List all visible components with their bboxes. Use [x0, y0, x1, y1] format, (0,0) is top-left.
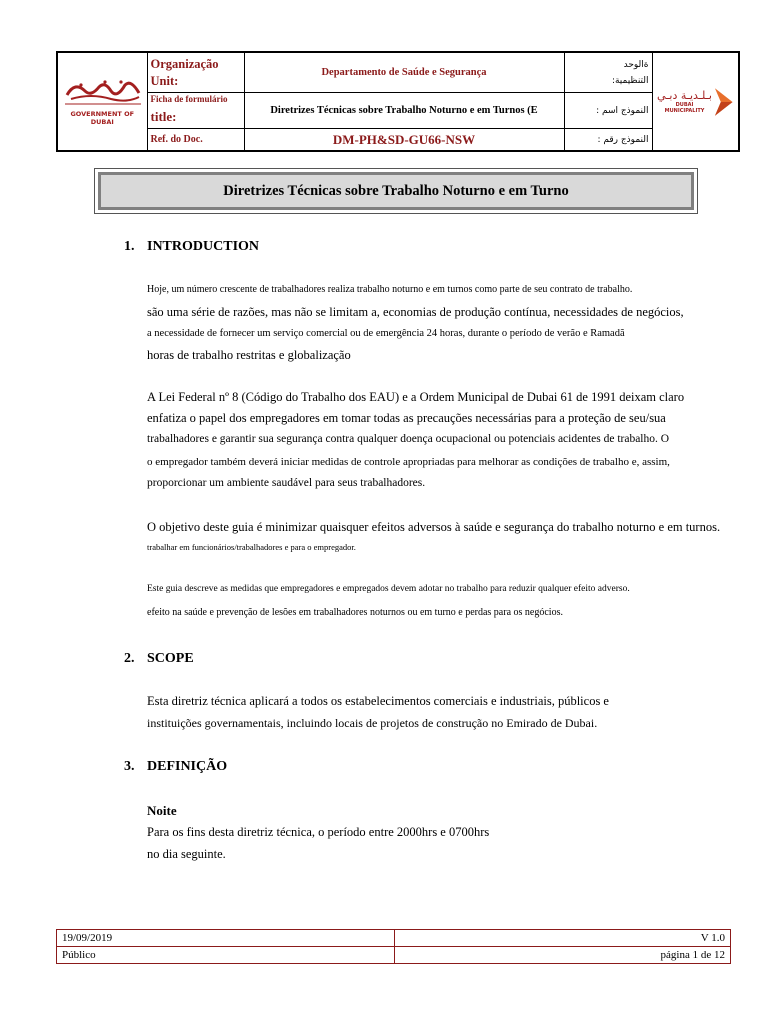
footer-page-number: página 1 de 12 [395, 947, 731, 964]
intro-line-6: enfatiza o papel dos empregadores em tomar todas as precauções necessárias para a proteção de seu/sua [147, 411, 666, 425]
doc-ref-label: Ref. do Doc. [147, 129, 244, 151]
section-heading-definition [124, 759, 227, 775]
intro-line-7: trabalhadores e garantir sua segurança contra qualquer doença ocupacional ou potenciais acidentes de trabalho. O [147, 433, 670, 445]
intro-line-3: a necessidade de fornecer um serviço comercial ou de emergência 24 horas, durante o período de verão e Ramadã [147, 328, 625, 339]
intro-line-12: Este guia descreve as medidas que empregadores e empregados devem adotar no trabalho para reduzir qualquer efeito adverso. [147, 584, 630, 594]
org-unit-label [147, 52, 244, 93]
section-number: 3. [124, 759, 135, 774]
dubai-municipality-logo-en: DUBAI MUNICIPALITY [664, 102, 705, 114]
section-heading-introduction [124, 239, 259, 255]
document-title: Diretrizes Técnicas sobre Trabalho Noturno e em Turno [98, 172, 694, 210]
footer-version: V 1.0 [395, 930, 731, 947]
section-title: SCOPE [147, 651, 194, 666]
scope-line-2: instituições governamentais, incluindo locais de projetos de construção no Emirado de Dubai. [147, 716, 598, 730]
intro-line-11: trabalhar em funcionários/trabalhadores e para o empregador. [147, 542, 356, 552]
intro-line-1: Hoje, um número crescente de trabalhadores realiza trabalho noturno e em turnos como parte de seu contrato de trabalho. [147, 284, 633, 295]
org-unit-label-ar-1: ةالوحد [623, 59, 649, 70]
section-number: 1. [124, 239, 135, 254]
dubai-municipality-emblem-icon [713, 86, 735, 118]
intro-line-10: O objetivo deste guia é minimizar quaisquer efeitos adversos à saúde e segurança do trabalho noturno e em turnos. [147, 520, 721, 534]
footer-date: 19/09/2019 [57, 930, 395, 947]
org-unit-label-en: Unit: [150, 73, 179, 88]
org-unit-label-ar-2: التنظيمية: [611, 75, 649, 86]
section-heading-scope [124, 651, 194, 667]
section-title: DEFINIÇÃO [147, 759, 228, 774]
definition-line-2: no dia seguinte. [147, 847, 226, 861]
intro-line-13: efeito na saúde e prevenção de lesões em trabalhadores noturnos ou em turno e perdas para os negócios. [147, 607, 563, 618]
gov-dubai-emblem-icon [61, 77, 145, 111]
intro-line-4: horas de trabalho restritas e globalização [147, 348, 351, 362]
doc-ref-value: DM-PH&SD-GU66-NSW [244, 129, 564, 151]
government-of-dubai-logo [57, 52, 147, 151]
intro-line-2: são uma série de razões, mas não se limitam a, economias de produção contínua, necessidades de negócios, [147, 305, 684, 319]
intro-line-5: A Lei Federal nº 8 (Código do Trabalho dos EAU) e a Ordem Municipal de Dubai 61 de 1991 deixam claro [147, 390, 685, 404]
document-title-box [94, 168, 698, 214]
form-title-label-en: title: [150, 109, 177, 125]
intro-line-9: proporcionar um ambiente saudável para seus trabalhadores. [147, 477, 426, 489]
org-unit-label-ar [564, 52, 652, 93]
org-unit-value: Departamento de Saúde e Segurança [244, 52, 564, 93]
dubai-municipality-logo-ar: بـلـديـة دبـي [657, 89, 712, 102]
definition-term: Noite [147, 803, 177, 818]
form-title-label-pt: Ficha de formulário [150, 94, 228, 105]
org-unit-label-pt: Organização [150, 56, 219, 71]
section-title: INTRODUCTION [147, 239, 260, 254]
doc-ref-label-ar: النموذج رقم : [564, 129, 652, 151]
gov-dubai-logo-text: GOVERNMENT OF DUBAI [70, 110, 135, 126]
document-header [56, 51, 740, 152]
footer-classification: Público [57, 947, 395, 964]
dubai-municipality-logo [652, 52, 739, 151]
section-number: 2. [124, 651, 135, 666]
scope-line-1: Esta diretriz técnica aplicará a todos os estabelecimentos comerciais e industriais, públicos e [147, 694, 609, 708]
intro-line-8: o empregador também deverá iniciar medidas de controle apropriadas para melhorar as condições de trabalho e, assim, [147, 456, 670, 468]
form-title-value-text: Diretrizes Técnicas sobre Trabalho Noturno e em Turnos (E [270, 105, 538, 117]
form-title-label [147, 93, 244, 129]
document-footer [56, 929, 731, 964]
form-title-value [244, 93, 564, 129]
form-title-label-ar: النموذج اسم : [564, 93, 652, 129]
definition-line-1: Para os fins desta diretriz técnica, o período entre 2000hrs e 0700hrs [147, 825, 490, 839]
